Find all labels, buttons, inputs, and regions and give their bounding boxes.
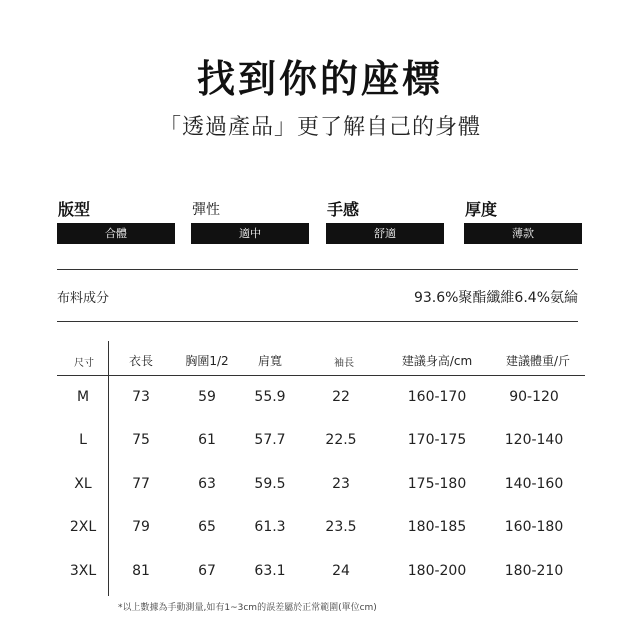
measurement-note: *以上數據為手動測量,如有1~3cm的誤差屬於正常範圍(單位cm): [118, 603, 377, 613]
table-cell: 75: [132, 432, 150, 448]
table-cell: 24: [332, 563, 350, 579]
table-cell: 23.5: [325, 519, 357, 535]
table-cell: 79: [132, 519, 150, 535]
table-cell: 63: [198, 476, 216, 492]
table-cell: 61: [198, 432, 216, 448]
table-cell: 180-200: [407, 563, 467, 579]
fabric-value: 93.6%聚酯纖維6.4%氨綸: [413, 290, 578, 306]
thickness-value-badge: 薄款: [464, 223, 582, 244]
table-cell: 140-160: [504, 476, 564, 492]
table-cell: 170-175: [407, 432, 467, 448]
feel-value-badge: 舒適: [326, 223, 444, 244]
page-subtitle: 「透過產品」更了解自己的身體: [158, 115, 481, 140]
page-title: 找到你的座標: [196, 57, 443, 101]
table-cell: 160-170: [407, 389, 467, 405]
table-cell: 65: [198, 519, 216, 535]
table-cell: 90-120: [509, 389, 559, 405]
table-header: 袖長: [334, 358, 354, 369]
table-cell: 73: [132, 389, 150, 405]
table-cell: 23: [332, 476, 350, 492]
table-header: 肩寬: [257, 354, 282, 368]
table-cell: 180-185: [407, 519, 467, 535]
divider: [57, 321, 578, 322]
thickness-label: 厚度: [465, 200, 498, 219]
table-divider: [108, 341, 109, 596]
table-header-line: [57, 375, 585, 376]
table-header: 衣長: [128, 354, 153, 368]
table-cell: XL: [74, 476, 92, 492]
fit-label: 版型: [58, 200, 91, 219]
table-cell: 55.9: [254, 389, 286, 405]
table-cell: 67: [198, 563, 216, 579]
table-cell: M: [76, 389, 90, 405]
table-cell: 57.7: [254, 432, 286, 448]
table-header: 胸圍1/2: [185, 354, 229, 368]
fabric-label: 布料成分: [57, 291, 110, 306]
table-cell: 22.5: [325, 432, 357, 448]
elasticity-value-badge: 適中: [191, 223, 309, 244]
feel-label: 手感: [327, 200, 360, 219]
fit-value-badge: 合體: [57, 223, 175, 244]
table-header: 建議身高/cm: [401, 354, 473, 368]
divider: [57, 269, 578, 270]
table-cell: 81: [132, 563, 150, 579]
table-cell: 61.3: [254, 519, 286, 535]
table-header: 尺寸: [74, 358, 94, 369]
table-cell: 77: [132, 476, 150, 492]
table-cell: 59: [198, 389, 216, 405]
table-cell: 2XL: [69, 519, 97, 535]
table-cell: 180-210: [504, 563, 564, 579]
elasticity-label: 彈性: [192, 202, 220, 218]
table-cell: 160-180: [504, 519, 564, 535]
table-cell: 3XL: [69, 563, 97, 579]
table-cell: 22: [332, 389, 350, 405]
table-header: 建議體重/斤: [505, 354, 571, 368]
table-cell: L: [79, 432, 87, 448]
table-cell: 59.5: [254, 476, 286, 492]
table-cell: 63.1: [254, 563, 286, 579]
table-cell: 175-180: [407, 476, 467, 492]
table-cell: 120-140: [504, 432, 564, 448]
